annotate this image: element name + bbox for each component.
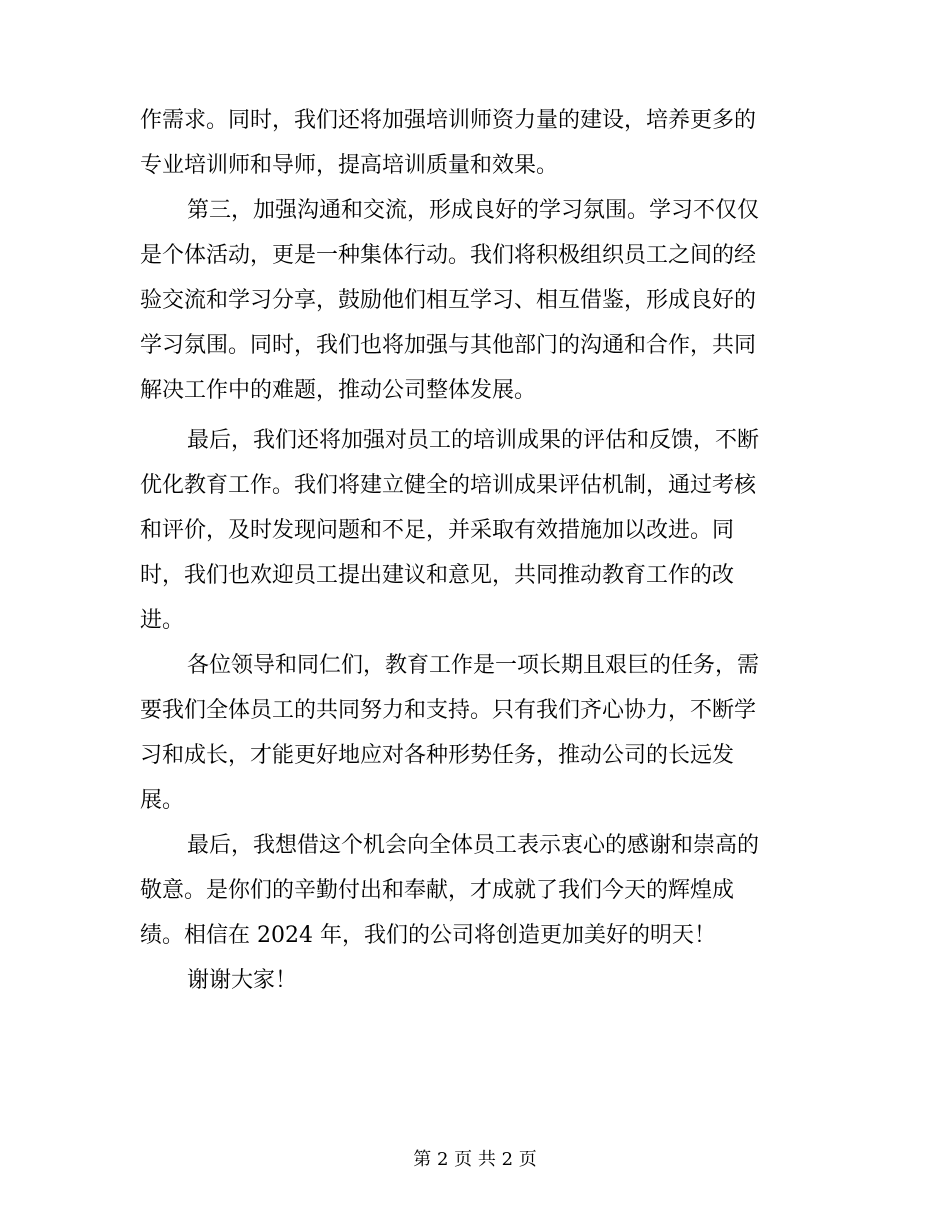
text-line: 最后，我想借这个机会向全体员工表示衷心的感谢和崇高的 bbox=[187, 833, 760, 858]
text-line: 进。 bbox=[140, 608, 185, 633]
text-line: 和评价，及时发现问题和不足，并采取有效措施加以改进。同 bbox=[140, 518, 735, 543]
text-line: 要我们全体员工的共同努力和支持。只有我们齐心协力，不断学 bbox=[140, 698, 757, 723]
text-line: 是个体活动，更是一种集体行动。我们将积极组织员工之间的经 bbox=[140, 243, 757, 268]
text-line: 专业培训师和导师，提高培训质量和效果。 bbox=[140, 153, 559, 178]
text-line: 作需求。同时，我们还将加强培训师资力量的建设，培养更多的 bbox=[140, 108, 757, 133]
text-line: 展。 bbox=[140, 788, 185, 813]
text-line: 谢谢大家！ bbox=[187, 968, 298, 993]
text-line: 最后，我们还将加强对员工的培训成果的评估和反馈，不断 bbox=[187, 428, 760, 453]
text-line: 绩。相信在 2024 年，我们的公司将创造更加美好的明天！ bbox=[140, 923, 716, 948]
text-line: 敬意。是你们的辛勤付出和奉献，才成就了我们今天的辉煌成 bbox=[140, 878, 735, 903]
text-line: 第三，加强沟通和交流，形成良好的学习氛围。学习不仅仅 bbox=[187, 198, 760, 223]
text-line: 解决工作中的难题，推动公司整体发展。 bbox=[140, 378, 537, 403]
text-line: 验交流和学习分享，鼓励他们相互学习、相互借鉴，形成良好的 bbox=[140, 288, 757, 313]
text-line: 时，我们也欢迎员工提出建议和意见，共同推动教育工作的改 bbox=[140, 563, 735, 588]
text-line: 优化教育工作。我们将建立健全的培训成果评估机制，通过考核 bbox=[140, 473, 757, 498]
text-line: 各位领导和同仁们，教育工作是一项长期且艰巨的任务，需 bbox=[187, 653, 760, 678]
text-line: 习和成长，才能更好地应对各种形势任务，推动公司的长远发 bbox=[140, 743, 735, 768]
page-footer: 第 2 页 共 2 页 bbox=[413, 1149, 537, 1170]
text-line: 学习氛围。同时，我们也将加强与其他部门的沟通和合作，共同 bbox=[140, 333, 757, 358]
